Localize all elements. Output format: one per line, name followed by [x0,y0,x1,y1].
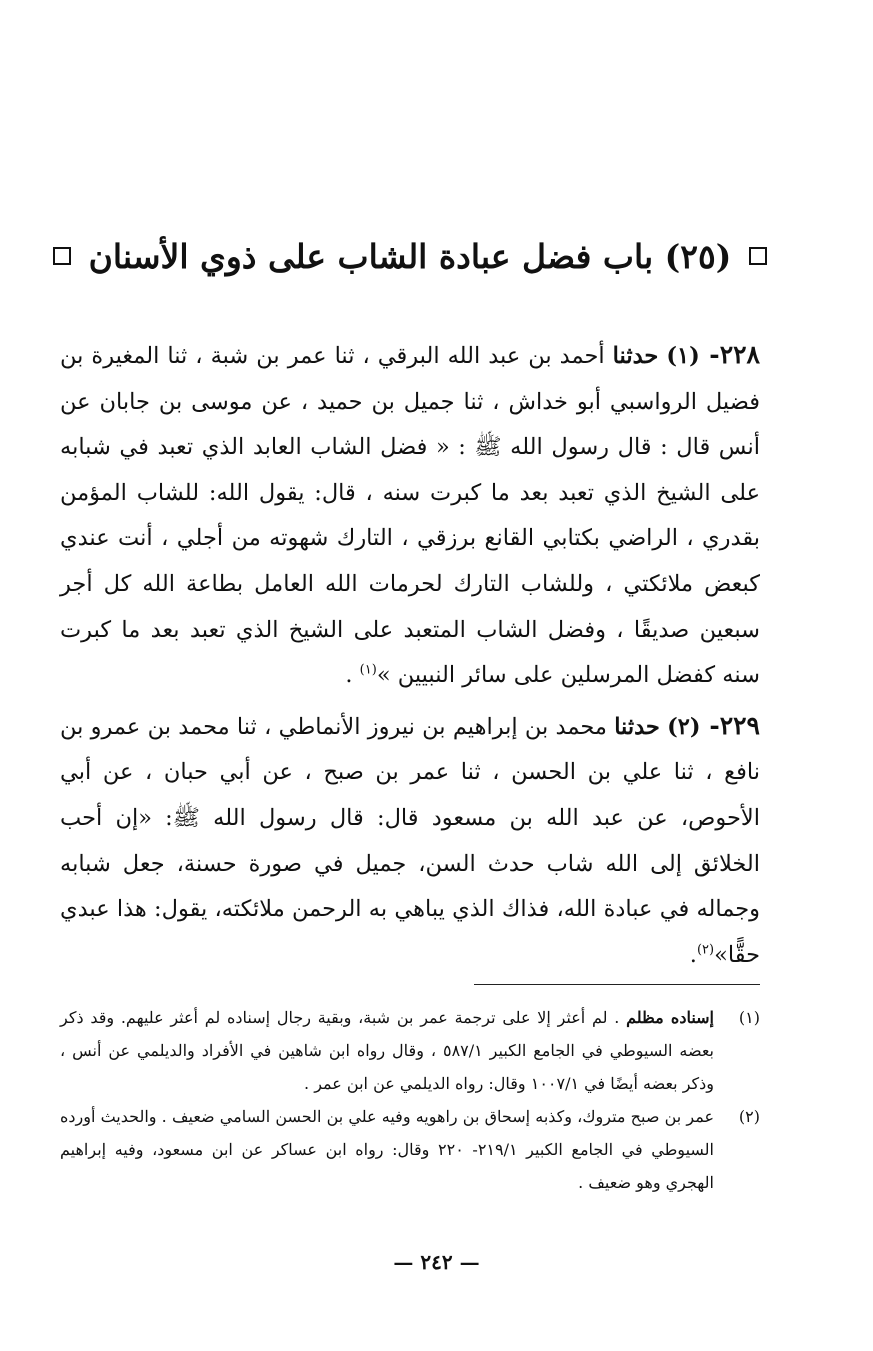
footnote [60,1100,760,1199]
hadith-text: أحمد بن عبد الله البرقي ، ثنا عمر بن شبة ، ثنا المغيرة بن فضيل الرواسبي أبو خداش ، ثنا جميل بن حميد ، عن موسى بن جابان عن أنس قال : قال رسول الله ﷺ : « فضل الشاب العابد الذي تعبد في شبابه على الشيخ الذي تعبد بعد ما كبرت سنه ، قال: يقول الله: للشاب المؤمن بقدري ، الراضي بكتابي القانع برزقي ، التارك شهوته من أجلي ، أنت عندي كبعض ملائكتي ، وللشاب التارك لحرمات الله العامل بطاعة الله كل أجر سبعين صديقًا ، وفضل الشاب المتعبد على الشيخ الذي تعبد بعد ما كبرت سنه كفضل المرسلين على سائر النبيين » [60,343,760,689]
hadith-number: ٢٢٩ [719,710,760,740]
box-ornament-icon [53,247,71,265]
footnote [60,1001,760,1100]
page-number: — ٢٤٢ — [393,1250,480,1274]
chapter-heading [60,228,760,284]
footnote-ref: (٢) [696,942,715,958]
hadith-paragraph: ٢٢٨- (١) حدثنا أحمد بن عبد الله البرقي ، ثنا عمر بن شبة ، ثنا المغيرة بن فضيل الرواسبي أبو خداش ، ثنا جميل بن حميد ، عن موسى بن جابان عن أنس قال : قال رسول الله ﷺ : « فضل الشاب العابد الذي تعبد في شبابه على الشيخ الذي تعبد بعد ما كبرت سنه ، قال: يقول الله: للشاب المؤمن بقدري ، الراضي بكتابي القانع برزقي ، التارك شهوته من أجلي ، أنت عندي كبعض ملائكتي ، وللشاب التارك لحرمات الله العامل بطاعة الله كل أجر سبعين صديقًا ، وفضل الشاب المتعبد على الشيخ الذي تعبد بعد ما كبرت سنه كفضل المرسلين على سائر النبيين »$^{(١)}$ . [60,340,760,689]
main-text [60,332,760,982]
hadith-text: محمد بن إبراهيم بن نيروز الأنماطي ، ثنا محمد بن عمرو بن نافع ، ثنا علي بن الحسن ، ثنا عمر بن صبح ، عن أبي حبان ، عن أبي الأحوص، عن عبد الله بن مسعود قال: قال رسول الله ﷺ: «إن أحب الخلائق إلى الله شاب حدث السن، جميل في صورة حسنة، جعل شبابه وجماله في عبادة الله، فذاك الذي يباهي به الرحمن ملائكته، يقول: هذا عبدي حقًّا» [60,713,760,968]
hadith-lead: حدثنا [614,713,660,740]
footnote-lead: إسناده مظلم [626,1008,714,1027]
footnote-text: عمر بن صبح متروك، وكذبه إسحاق بن راهويه وفيه علي بن الحسن السامي ضعيف . والحديث أورده السيوطي في الجامع الكبير ٢١٩/١- ٢٢٠ وقال: رواه ابن عساكر عن ابن مسعود، وفيه إبراهيم الهجري وهو ضعيف . [60,1107,714,1192]
footnote-text: . لم أعثر إلا على ترجمة عمر بن شبة، وبقية رجال إسناده لم أعثر عليهم. وقد ذكر بعضه السيوطي في الجامع الكبير ٥٨٧/١ ، وقال رواه ابن شاهين في الأفراد والديلمي عن أنس ، وذكر بعضه أيضًا في ١٠٠٧/١ وقال: رواه الديلمي عن ابن عمر . [60,1008,715,1093]
footnote-number: (١) [738,1008,760,1027]
hadith-subnumber: (٢) [667,713,701,740]
chapter-title: (٢٥) باب فضل عبادة الشاب على ذوي الأسنان [88,236,732,276]
footnote-number: (٢) [738,1107,760,1126]
hadith-paragraph: ٢٢٩- (٢) حدثنا محمد بن إبراهيم بن نيروز الأنماطي ، ثنا محمد بن عمرو بن نافع ، ثنا علي بن الحسن ، ثنا عمر بن صبح ، عن أبي حبان ، عن أبي الأحوص، عن عبد الله بن مسعود قال: قال رسول الله ﷺ: «إن أحب الخلائق إلى الله شاب حدث السن، جميل في صورة حسنة، جعل شبابه وجماله في عبادة الله، فذاك الذي يباهي به الرحمن ملائكته، يقول: هذا عبدي حقًّا»$^{(٢)}$. [60,710,760,968]
hadith-subnumber: (١) [666,343,700,369]
footnotes [60,1001,760,1199]
box-ornament-icon [749,247,767,265]
hadith-end: . [689,941,697,968]
footnote-ref: (١) [359,662,377,678]
hadith-end: . [345,662,360,689]
footnote-divider [474,984,760,985]
hadith-lead: حدثنا [612,343,659,369]
hadith-number: ٢٢٨ [719,340,760,369]
